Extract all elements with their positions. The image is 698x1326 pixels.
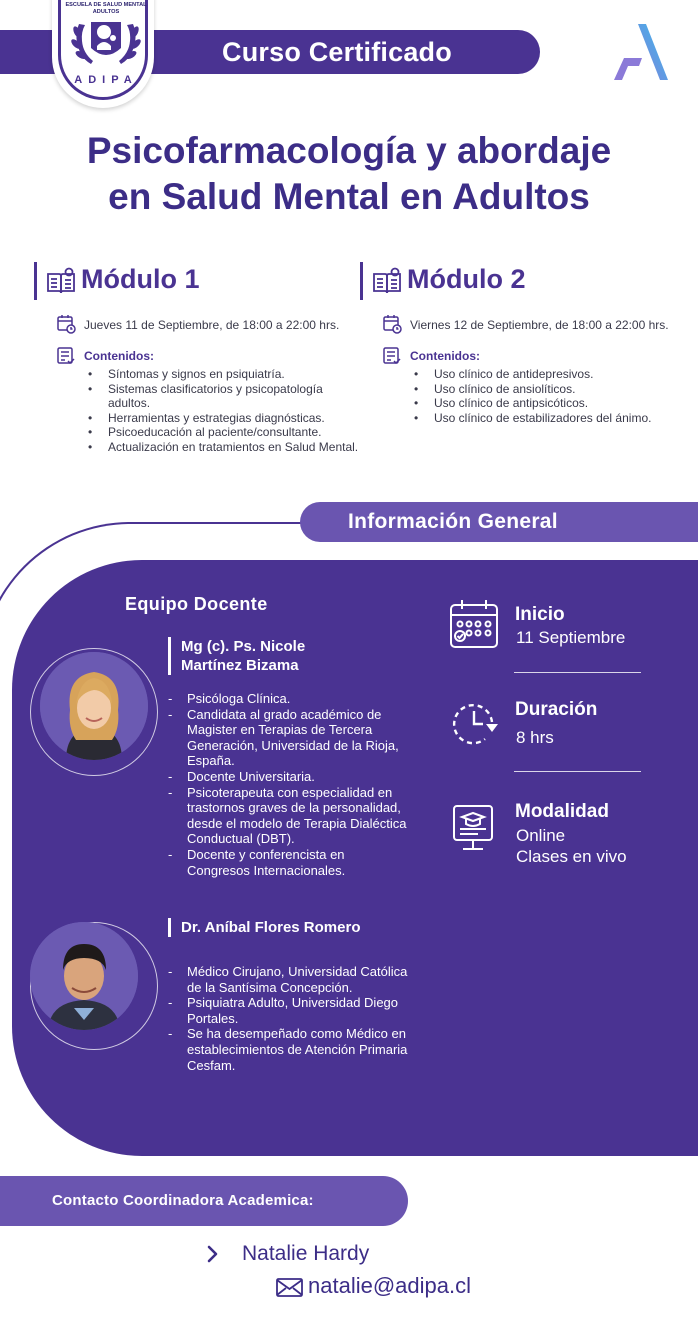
list-item: • Uso clínico de antipsicóticos. xyxy=(410,396,698,411)
course-title-line-2: en Salud Mental en Adultos xyxy=(108,176,590,217)
online-class-icon xyxy=(448,802,500,854)
general-info-title: Información General xyxy=(348,510,558,533)
start-value: 11 Septiembre xyxy=(516,628,626,647)
teacher-1-name xyxy=(168,637,305,675)
module-1-contents-list xyxy=(84,367,364,455)
list-item: • Actualización en tratamientos en Salud Mental. xyxy=(84,440,364,455)
duration-value: 8 hrs xyxy=(516,728,554,747)
course-title-line-1: Psicofarmacología y abordaje xyxy=(86,130,612,171)
module-2-date: Viernes 12 de Septiembre, de 18:00 a 22:00 hrs. xyxy=(410,318,669,332)
calendar-clock-icon xyxy=(382,314,402,334)
module-1-title: Módulo 1 xyxy=(81,264,200,294)
teacher-2-name xyxy=(168,918,360,937)
checklist-icon xyxy=(56,346,76,366)
list-item: - Psicoterapeuta con especialidad en trastornos graves de la personalidad, desde el modelo de Terapia Dialéctica Conductual (DBT). xyxy=(168,785,410,847)
module-1-contents-row xyxy=(34,346,364,366)
module-2-header xyxy=(360,262,698,300)
chevron-right-icon xyxy=(206,1244,220,1264)
module-2-contents-label: Contenidos: xyxy=(410,349,480,363)
teacher-1-avatar xyxy=(40,652,148,760)
divider xyxy=(514,771,641,772)
calendar-clock-icon xyxy=(56,314,76,334)
module-2-title: Módulo 2 xyxy=(407,264,526,294)
list-item: • Herramientas y estrategias diagnósticas. xyxy=(84,411,364,426)
teacher-1-name-line-2: Martínez Bizama xyxy=(181,657,299,674)
contact-name: Natalie Hardy xyxy=(242,1242,370,1265)
list-item: • Uso clínico de estabilizadores del ánimo. xyxy=(410,411,698,426)
modality-value-online: Online xyxy=(516,826,566,845)
teacher-1-bio-list xyxy=(168,691,410,878)
divider xyxy=(514,672,641,673)
general-info-banner xyxy=(300,502,698,542)
calendar-icon xyxy=(448,598,500,650)
team-title: Equipo Docente xyxy=(125,594,268,614)
laurel-head-icon xyxy=(69,16,143,70)
module-2-contents-list xyxy=(410,367,698,425)
checklist-icon xyxy=(382,346,402,366)
list-item: • Síntomas y signos en psiquiatría. xyxy=(84,367,364,382)
list-item: • Uso clínico de antidepresivos. xyxy=(410,367,698,382)
list-item: • Psicoeducación al paciente/consultante. xyxy=(84,425,364,440)
teacher-2-bio-list xyxy=(168,964,408,1073)
teacher-1-name-line-1: Mg (c). Ps. Nicole xyxy=(181,638,306,655)
school-logo xyxy=(52,0,154,108)
clock-icon xyxy=(448,698,500,750)
contact-title: Contacto Coordinadora Academica: xyxy=(52,1192,314,1209)
module-1-header xyxy=(34,262,364,300)
list-item: - Psicóloga Clínica. xyxy=(168,691,410,707)
module-2-contents-row xyxy=(360,346,698,366)
module-2 xyxy=(360,262,698,425)
module-1-date: Jueves 11 de Septiembre, de 18:00 a 22:00 hrs. xyxy=(84,318,340,332)
school-logo-word: ADIPA xyxy=(74,74,138,86)
school-logo-text: ESCUELA DE SALUD MENTAL ADULTOS xyxy=(65,2,147,15)
list-item: - Se ha desempeñado como Médico en establecimientos de Atención Primaria Cesfam. xyxy=(168,1026,408,1073)
duration-label: Duración xyxy=(515,699,598,720)
teacher-2-avatar xyxy=(30,922,138,1030)
list-item: • Uso clínico de ansiolíticos. xyxy=(410,382,698,397)
banner-title: Curso Certificado xyxy=(222,37,452,67)
course-title xyxy=(0,128,698,220)
module-1 xyxy=(34,262,364,455)
list-item: - Médico Cirujano, Universidad Católica de la Santísima Concepción. xyxy=(168,964,408,995)
mail-icon xyxy=(276,1278,303,1297)
teacher-2-name-line-1: Dr. Aníbal Flores Romero xyxy=(181,919,361,936)
list-item: - Docente y conferencista en Congresos Internacionales. xyxy=(168,847,410,878)
list-item: • Sistemas clasificatorios y psicopatología adultos. xyxy=(84,382,364,411)
start-label: Inicio xyxy=(515,604,565,625)
modality-label: Modalidad xyxy=(515,801,609,822)
contact-email-link[interactable]: natalie@adipa.cl xyxy=(308,1273,471,1298)
book-lightbulb-icon xyxy=(45,266,77,296)
module-2-date-row xyxy=(360,314,698,334)
list-item: - Psiquiatra Adulto, Universidad Diego Portales. xyxy=(168,995,408,1026)
contact-banner xyxy=(0,1176,408,1226)
list-item: - Docente Universitaria. xyxy=(168,769,410,785)
list-item: - Candidata al grado académico de Magister en Terapias de Tercera Generación, Universidad de la Rioja, España. xyxy=(168,707,410,769)
modality-value-live: Clases en vivo xyxy=(516,847,627,866)
module-1-date-row xyxy=(34,314,364,334)
adipa-a-logo-icon xyxy=(612,22,670,82)
book-lightbulb-icon xyxy=(371,266,403,296)
module-1-contents-label: Contenidos: xyxy=(84,349,154,363)
